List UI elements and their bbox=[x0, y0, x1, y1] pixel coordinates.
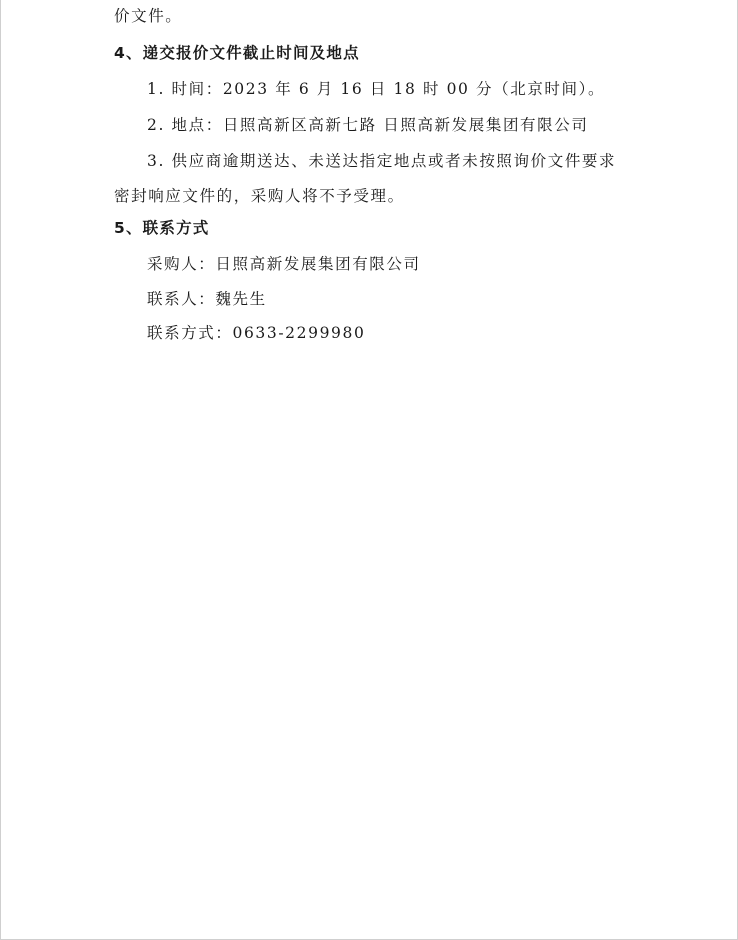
section-heading-submission-deadline: 4、递交报价文件截止时间及地点 bbox=[114, 44, 360, 62]
contact-purchaser: 采购人：日照高新发展集团有限公司 bbox=[147, 255, 421, 273]
contact-phone: 联系方式：0633-2299980 bbox=[147, 324, 366, 342]
section-heading-contact: 5、联系方式 bbox=[114, 219, 210, 237]
deadline-time-item: 1. 时间：2023 年 6 月 16 日 18 时 00 分（北京时间）。 bbox=[147, 80, 606, 98]
deadline-location-item: 2. 地点：日照高新区高新七路 日照高新发展集团有限公司 bbox=[147, 116, 589, 134]
late-submission-rule-line-2: 密封响应文件的，采购人将不予受理。 bbox=[114, 187, 405, 205]
paragraph-continuation: 价文件。 bbox=[114, 7, 183, 25]
late-submission-rule-line-1: 3. 供应商逾期送达、未送达指定地点或者未按照询价文件要求 bbox=[147, 152, 617, 170]
contact-person: 联系人：魏先生 bbox=[147, 290, 267, 308]
